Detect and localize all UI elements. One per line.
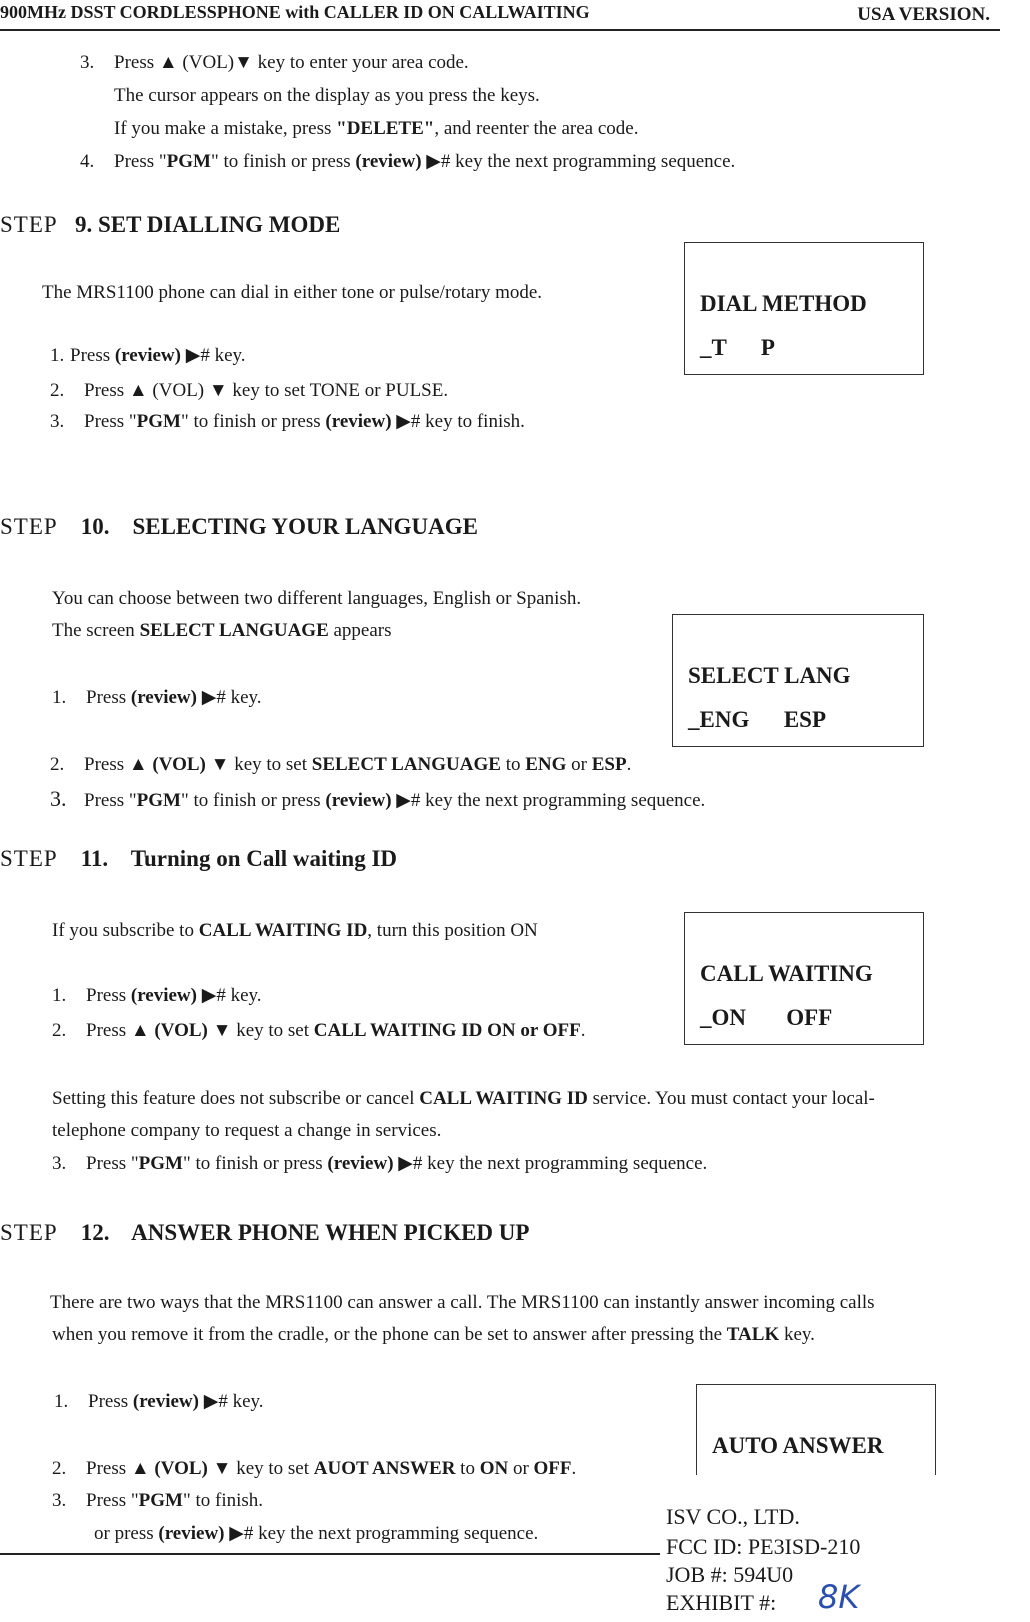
header-rule [0, 29, 1000, 31]
step-12-instruction-1: 1. Press (review) ▶# key. [54, 1391, 264, 1412]
step-9-description: The MRS1100 phone can dial in either tone or pulse/rotary mode. [42, 282, 543, 303]
stamp-fcc-id: FCC ID: PE3ISD-210 [666, 1534, 861, 1559]
step-10-instruction-1: 1. Press (review) ▶# key. [52, 687, 262, 708]
step-9-instruction-1: 1. Press (review) ▶# key. [50, 345, 246, 366]
intro-item-4: 4. Press "PGM" to finish or press (review) ▶# key the next programming sequence. [80, 151, 736, 172]
step-12-instruction-3-cont: or press (review) ▶# key the next programming sequence. [94, 1523, 539, 1544]
lcd-line-1: SELECT LANG [688, 663, 851, 688]
lcd-display-dial-method [684, 242, 924, 375]
stamp-exhibit: EXHIBIT #: [666, 1590, 777, 1615]
lcd-line-2: _T P [700, 335, 775, 360]
lcd-display-select-lang [672, 614, 924, 747]
intro-item-3: 3. Press ▲ (VOL)▼ key to enter your area code. [80, 52, 469, 73]
step-11-instruction-3: 3. Press "PGM" to finish or press (review) ▶# key the next programming sequence. [52, 1153, 708, 1174]
lcd-line-2: _ON OFF [700, 1005, 833, 1030]
lcd-line-1: CALL WAITING [700, 961, 873, 986]
step-10-heading: STEP 10. SELECTING YOUR LANGUAGE [0, 514, 478, 539]
step-10-instruction-3: 3. Press "PGM" to finish or press (review) ▶# key the next programming sequence. [50, 786, 706, 811]
step-9-instruction-3: 3. Press "PGM" to finish or press (review) ▶# key to finish. [50, 411, 525, 432]
step-12-instruction-2: 2. Press ▲ (VOL) ▼ key to set AUOT ANSWER to ON or OFF. [52, 1458, 577, 1479]
step-11-instruction-1: 1. Press (review) ▶# key. [52, 985, 262, 1006]
lcd-line-1: AUTO ANSWER [712, 1433, 884, 1458]
step-11-note-2: telephone company to request a change in services. [52, 1120, 442, 1141]
intro-item-3-line-2: The cursor appears on the display as you press the keys. [114, 85, 540, 106]
stamp-company: ISV CO., LTD. [666, 1504, 800, 1529]
footer-rule [0, 1553, 660, 1555]
step-11-description: If you subscribe to CALL WAITING ID, turn this position ON [52, 920, 538, 941]
step-10-instruction-2: 2. Press ▲ (VOL) ▼ key to set SELECT LANGUAGE to ENG or ESP. [50, 754, 632, 775]
step-12-heading: STEP 12. ANSWER PHONE WHEN PICKED UP [0, 1220, 530, 1245]
intro-item-3-line-3: If you make a mistake, press "DELETE", and reenter the area code. [114, 118, 639, 139]
handwritten-exhibit-signature: 8K [818, 1578, 860, 1616]
document-title: 900MHz DSST CORDLESSPHONE with CALLER ID ON CALLWAITING [0, 2, 590, 22]
lcd-display-auto-answer [696, 1384, 936, 1475]
step-12-description-2: when you remove it from the cradle, or the phone can be set to answer after pressing the TALK key. [52, 1324, 815, 1345]
lcd-line-1: DIAL METHOD [700, 291, 867, 316]
lcd-display-call-waiting [684, 912, 924, 1045]
step-11-heading: STEP 11. Turning on Call waiting ID [0, 846, 398, 871]
stamp-job-number: JOB #: 594U0 [666, 1562, 794, 1587]
step-12-instruction-3: 3. Press "PGM" to finish. [52, 1490, 264, 1511]
version-label: USA VERSION. [857, 4, 990, 25]
step-10-description-2: The screen SELECT LANGUAGE appears [52, 620, 392, 641]
step-12-description-1: There are two ways that the MRS1100 can answer a call. The MRS1100 can instantly answer incoming calls [50, 1292, 875, 1313]
step-11-note-1: Setting this feature does not subscribe or cancel CALL WAITING ID service. You must contact your local- [52, 1088, 875, 1109]
step-11-instruction-2: 2. Press ▲ (VOL) ▼ key to set CALL WAITING ID ON or OFF. [52, 1020, 586, 1041]
lcd-line-2: _ENG ESP [688, 707, 827, 732]
step-9-heading: STEP 9. SET DIALLING MODE [0, 212, 341, 237]
step-10-description-1: You can choose between two different languages, English or Spanish. [52, 588, 582, 609]
step-9-instruction-2: 2. Press ▲ (VOL) ▼ key to set TONE or PULSE. [50, 380, 449, 401]
